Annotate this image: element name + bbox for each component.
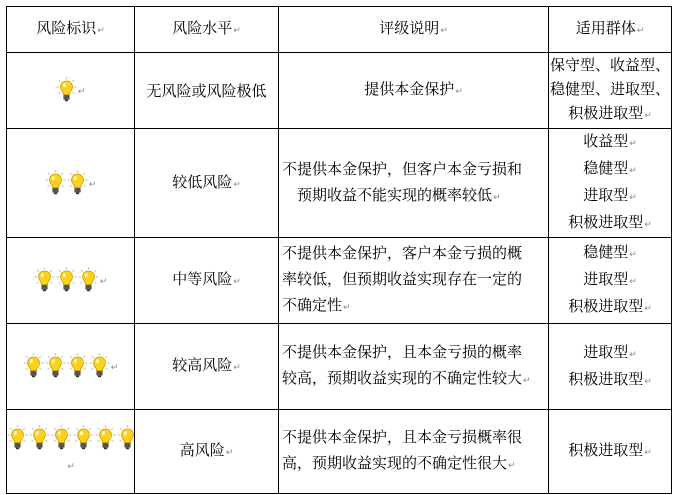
return-mark-icon: ↵: [88, 179, 97, 190]
group-line: [549, 367, 671, 394]
bulb-group: [23, 352, 110, 379]
return-mark-icon: ↵: [629, 277, 637, 287]
lightbulb-icon: [56, 266, 77, 293]
risk-level-cell: [135, 324, 279, 410]
header-target-group: [549, 7, 672, 53]
description-line: 不提供本金保护，且本金亏损概率很: [282, 428, 523, 446]
return-mark-icon: ↵: [644, 220, 652, 230]
bulb-group: [7, 424, 135, 451]
return-mark-icon: ↵: [233, 277, 241, 287]
header-risk-level-label: 风险水平: [172, 19, 233, 37]
group-line-text: 积极进取型: [568, 441, 644, 459]
return-mark-icon: ↵: [644, 111, 652, 121]
group-line-text: 稳健型: [583, 243, 629, 261]
header-risk-level: [135, 7, 279, 53]
table-header-row: [7, 7, 672, 53]
return-mark-icon: ↵: [629, 250, 637, 260]
group-line: [549, 210, 671, 237]
lightbulb-icon: [45, 169, 66, 196]
description-line: 提供本金保护: [364, 80, 455, 98]
lightbulb-icon: [95, 424, 116, 451]
group-line-text: 进取型: [583, 270, 629, 288]
target-group-cell: [549, 238, 672, 324]
lightbulb-icon: [117, 424, 135, 451]
risk-mark-cell: [7, 410, 135, 494]
description-line-text: 较高，预期收益实现的不确定性较大: [282, 369, 523, 387]
return-mark-icon: ↵: [629, 139, 637, 149]
description-line: [282, 182, 547, 211]
group-line: [549, 240, 671, 267]
description-line: 不提供本金保护，且本金亏损的概率: [282, 343, 523, 361]
return-mark-icon: ↵: [97, 26, 105, 36]
return-mark-icon: ↵: [644, 448, 652, 458]
header-risk-mark-label: 风险标识: [36, 19, 97, 37]
target-group-cell: [549, 53, 672, 129]
risk-mark-cell: [7, 53, 135, 129]
return-mark-icon: ↵: [225, 448, 234, 458]
group-line-text: 进取型: [583, 186, 629, 204]
lightbulb-icon: [34, 266, 55, 293]
header-target-group-label: 适用群体: [575, 19, 636, 37]
description-line: 不提供本金保护，但客户本金亏损和: [282, 159, 523, 178]
risk-level-cell: [135, 410, 279, 494]
risk-mark-cell: [7, 129, 135, 238]
risk-level-text: 中等风险: [172, 270, 233, 288]
return-mark-icon: ↵: [455, 87, 463, 97]
table-row: [7, 324, 672, 410]
return-mark-icon: ↵: [493, 192, 501, 203]
return-mark-icon: ↵: [508, 461, 516, 471]
risk-level-cell: [135, 129, 279, 238]
target-group-cell: [549, 410, 672, 494]
target-group-cell: [549, 129, 672, 238]
group-line-text: 积极进取型: [568, 369, 644, 388]
lightbulb-icon: [89, 352, 110, 379]
rating-description-cell: [279, 324, 549, 410]
return-mark-icon: ↵: [233, 26, 241, 36]
table-row: [7, 410, 672, 494]
return-mark-icon: ↵: [99, 277, 108, 287]
lightbulb-icon: [56, 76, 77, 103]
lightbulb-icon: [73, 424, 94, 451]
table-row: [7, 129, 672, 238]
lightbulb-icon: [23, 352, 44, 379]
target-group-cell: [549, 324, 672, 410]
rating-description-cell: [279, 129, 549, 238]
return-mark-icon: ↵: [644, 304, 652, 314]
table-row: [7, 53, 672, 129]
lightbulb-icon: [67, 169, 88, 196]
risk-level-table: [6, 6, 672, 494]
lightbulb-icon: [78, 266, 99, 293]
return-mark-icon: ↵: [523, 376, 531, 386]
lightbulb-icon: [7, 424, 28, 451]
group-line-text: 进取型: [583, 342, 629, 361]
risk-level-text: 较低风险: [172, 172, 233, 191]
header-risk-mark: [7, 7, 135, 53]
bulb-group: [34, 266, 99, 293]
lightbulb-icon: [67, 352, 88, 379]
bulb-group: [56, 76, 77, 103]
return-mark-icon: ↵: [644, 376, 652, 387]
description-line-text: 高，预期收益实现的不确定性很大: [282, 454, 508, 472]
return-mark-icon: ↵: [233, 363, 241, 373]
description-line-text: 预期收益不能实现的概率较低: [297, 185, 493, 204]
group-line: [549, 267, 671, 294]
group-line-text: 收益型: [583, 132, 629, 150]
group-line-text: 积极进取型: [568, 104, 644, 122]
lightbulb-icon: [29, 424, 50, 451]
group-line: 保守型、收益型、: [549, 56, 670, 74]
rating-description-cell: [279, 53, 549, 129]
return-mark-icon: ↵: [440, 26, 448, 36]
group-line-text: 稳健型: [583, 159, 629, 177]
description-line: [282, 365, 547, 394]
risk-level-text: 无风险或风险极低: [146, 81, 267, 100]
header-rating-description: [279, 7, 549, 53]
risk-level-text: 较高风险: [172, 356, 233, 374]
description-line: [282, 292, 547, 321]
rating-description-cell: [279, 238, 549, 324]
return-mark-icon: ↵: [343, 303, 351, 313]
group-line-text: 积极进取型: [568, 297, 644, 315]
risk-level-text: 高风险: [179, 441, 225, 459]
description-line: 不提供本金保护，客户本金亏损的概: [282, 244, 523, 262]
lightbulb-icon: [45, 352, 66, 379]
rating-description-cell: [279, 410, 549, 494]
group-line: 稳健型、进取型、: [549, 80, 670, 98]
return-mark-icon: ↵: [636, 26, 645, 36]
return-mark-icon: ↵: [110, 363, 119, 373]
risk-mark-cell: [7, 238, 135, 324]
risk-mark-cell: [7, 324, 135, 410]
group-line-text: 积极进取型: [568, 213, 644, 231]
return-mark-icon: ↵: [629, 349, 637, 360]
return-mark-icon: ↵: [77, 87, 86, 97]
description-line: 率较低，但预期收益实现存在一定的: [282, 270, 523, 288]
group-line: [549, 294, 671, 321]
risk-level-cell: [135, 238, 279, 324]
return-mark-icon: ↵: [629, 193, 637, 203]
group-line: [549, 340, 671, 367]
group-line: [549, 129, 671, 156]
table-row: [7, 238, 672, 324]
return-mark-icon: ↵: [67, 461, 75, 472]
header-rating-description-label: 评级说明: [379, 19, 440, 37]
return-mark-icon: ↵: [233, 179, 241, 190]
group-line: [549, 183, 671, 210]
lightbulb-icon: [51, 424, 72, 451]
group-line: [549, 438, 671, 465]
group-line: [549, 156, 671, 183]
description-line: [282, 450, 547, 479]
group-line: [549, 101, 671, 128]
description-line-text: 不确定性: [282, 296, 343, 314]
risk-level-cell: [135, 53, 279, 129]
bulb-group: [45, 169, 88, 196]
return-mark-icon: ↵: [629, 166, 637, 176]
